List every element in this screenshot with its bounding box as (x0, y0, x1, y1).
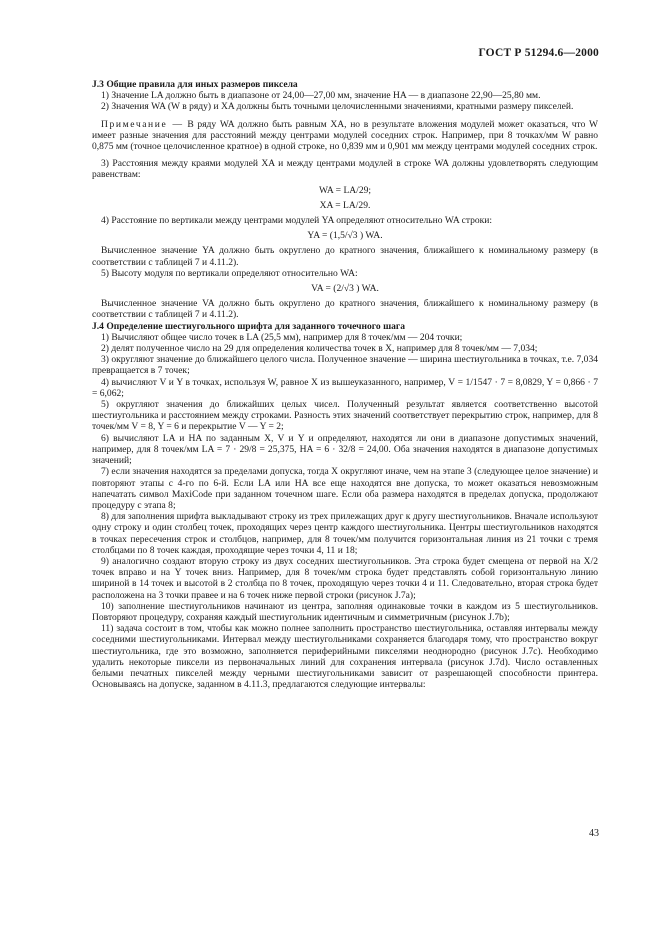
j3-paragraph-3: 3) Расстояния между краями модулей XA и между центрами модулей в строке WA должны удовлетворять следующим равенствам: (92, 158, 598, 181)
j4-item-6: 6) вычисляют LA и HA по заданным X, V и Y и определяют, находятся ли они в диапазоне допустимых значений, например, для 8 точек/мм LA = 7 · 29/8 = 25,375, HA = 6 · 32/8 = 24,00. Оба значения находятся в диапазоне допустимых значений; (92, 432, 598, 467)
j4-item-5: 5) округляют значения до ближайших целых чисел. Полученный результат является соответственно высотой шестиугольника и расстоянием между строками. Разность этих значений соответствует перекрытию строк, например, для 8 точек/мм V = 8, Y = 6 и перекрытие V — Y = 2; (92, 399, 598, 433)
j3-paragraph-4: 4) Расстояние по вертикали между центрами модулей YA определяют относительно WA строки: (101, 215, 493, 227)
j4-item-11: 11) задача состоит в том, чтобы как можно полнее заполнить пространство шестиугольника, оставляя интервалы между соседними шестиугольниками. Интервал между шестиугольниками сохраняется благодаря тому, что пространство вокруг шестиугольника, где это возможно, заполняется периферийными пикселями неоднородно (рисунок J.7c). Необходимо удалить некоторые пиксели из первоначальных линий для сохранения интервала (рисунок J.7d). Число оставленных белыми печатных пикселей между черными шестиугольниками зависит от разрешающей способности принтера. Основываясь на допуске, заданном в 4.11.3, предлагаются следующие интервалы: (92, 623, 598, 691)
note-text: В ряду WA должно быть равным XA, но в результате вложения модулей может оказаться, что W имеет разные значения для расстояний между центрами модулей соседних строк. Например, при 8 точках/мм W равно 0,875 мм (точное целочисленное кратное) в одной строке, но 0,839 мм и 0,901 мм между центрами модулей соседних строк. (92, 118, 599, 153)
note-label: Примечание — (101, 118, 184, 130)
j4-item-10: 10) заполнение шестиугольников начинают из центра, заполняя одинаковые точки в каждом из 5 шестиугольников. Повторяют процедуру, сохраняя каждый шестиугольник идентичным и симметричным (рисунок J.7b); (92, 600, 598, 623)
equation-va: VA = (2/√3 ) WA. (311, 283, 379, 295)
j4-item-1: 1) Вычисляют общее число точек в LA (25,5 мм), например для 8 точек/мм — 204 точки; (101, 331, 463, 343)
j3-paragraph-4b: Вычисленное значение YA должно быть округлено до кратного значения, ближайшего к номинальному размеру (в соответствии с таблицей 7 и 4.11.2). (92, 245, 598, 268)
j3-paragraph-2: 2) Значения WA (W в ряду) и XA должны быть точными целочисленными значениями, кратными размеру пикселей. (101, 101, 574, 113)
equation-ya: YA = (1,5/√3 ) WA. (307, 230, 383, 242)
j4-item-4: 4) вычисляют V и Y в точках, используя W, равное X из вышеуказанного, например, V = 1/1547 · 7 = 8,0829, Y = 0,866 · 7 = 6,062; (92, 376, 598, 399)
document-standard-id: ГОСТ Р 51294.6—2000 (478, 47, 599, 59)
j4-item-2: 2) делят полученное число на 29 для определения количества точек в X, например для 8 точек/мм — 7,034; (101, 343, 538, 355)
j4-item-8: 8) для заполнения шрифта выкладывают строку из трех прилежащих друг к другу шестиугольников. Вначале используют одну строку и один столбец точек, проходящих через центр каждого шестиугольника. Центры шестиугольников находятся в точках пересечения строк и столбцов, например, для 8 точек/мм получится горизонтальная линия из 21 точки с тремя столбцами по 8 точек каждая, проходящие через точки 4, 11 и 18; (92, 511, 598, 556)
j3-paragraph-5: 5) Высоту модуля по вертикали определяют относительно WA: (101, 267, 358, 279)
j4-item-9: 9) аналогично создают вторую строку из двух соседних шестиугольников. Эта строка будет смещена от первой на X/2 точек вправо и на Y точек вниз. Например, для 8 точек/мм строка будет представлять собой горизонтальную линию шириной в 14 точек и высотой в 2 столбца по 8 точек, проходящую через точки 4 и 11. Следовательно, вторая строка будет расположена на 3 точки правее и на 6 точек ниже первой строки (рисунок J.7a); (92, 555, 598, 601)
j3-paragraph-1: 1) Значение LA должно быть в диапазоне от 24,00—27,00 мм, значение HA — в диапазоне 22,90—25,80 мм. (101, 90, 541, 102)
j4-item-3: 3) округляют значение до ближайшего целого числа. Полученное значение — ширина шестиугольника в точках, т.е. 7,034 превращается в 7 точек; (92, 354, 598, 377)
page-number: 43 (589, 828, 599, 839)
page-content (92, 79, 598, 690)
section-j4-heading: J.4 Определение шестиугольного шрифта для заданного точечного шага (92, 320, 406, 332)
equation-xa: XA = LA/29. (319, 199, 371, 211)
j3-paragraph-5b: Вычисленное значение VA должно быть округлено до кратного значения, ближайшего к номинальному размеру (в соответствии с таблицей 7 и 4.11.2). (92, 298, 598, 321)
j3-note (92, 119, 598, 153)
equation-wa: WA = LA/29; (318, 184, 372, 196)
section-j3-heading: J.3 Общие правила для иных размеров пиксела (92, 79, 298, 90)
j4-item-7: 7) если значения находятся за пределами допуска, тогда X округляют иначе, чем на этапе 3 (следующее целое значение) и повторяют этапы с 4-го по 6-й. Если LA или HA все еще находятся вне допуска, то может оказаться невозможным напечатать символ MaxiCode при заданном точечном шаге. Если оба размера находятся в пределах допуска, продолжают процедуру с этапа 8; (92, 466, 598, 511)
